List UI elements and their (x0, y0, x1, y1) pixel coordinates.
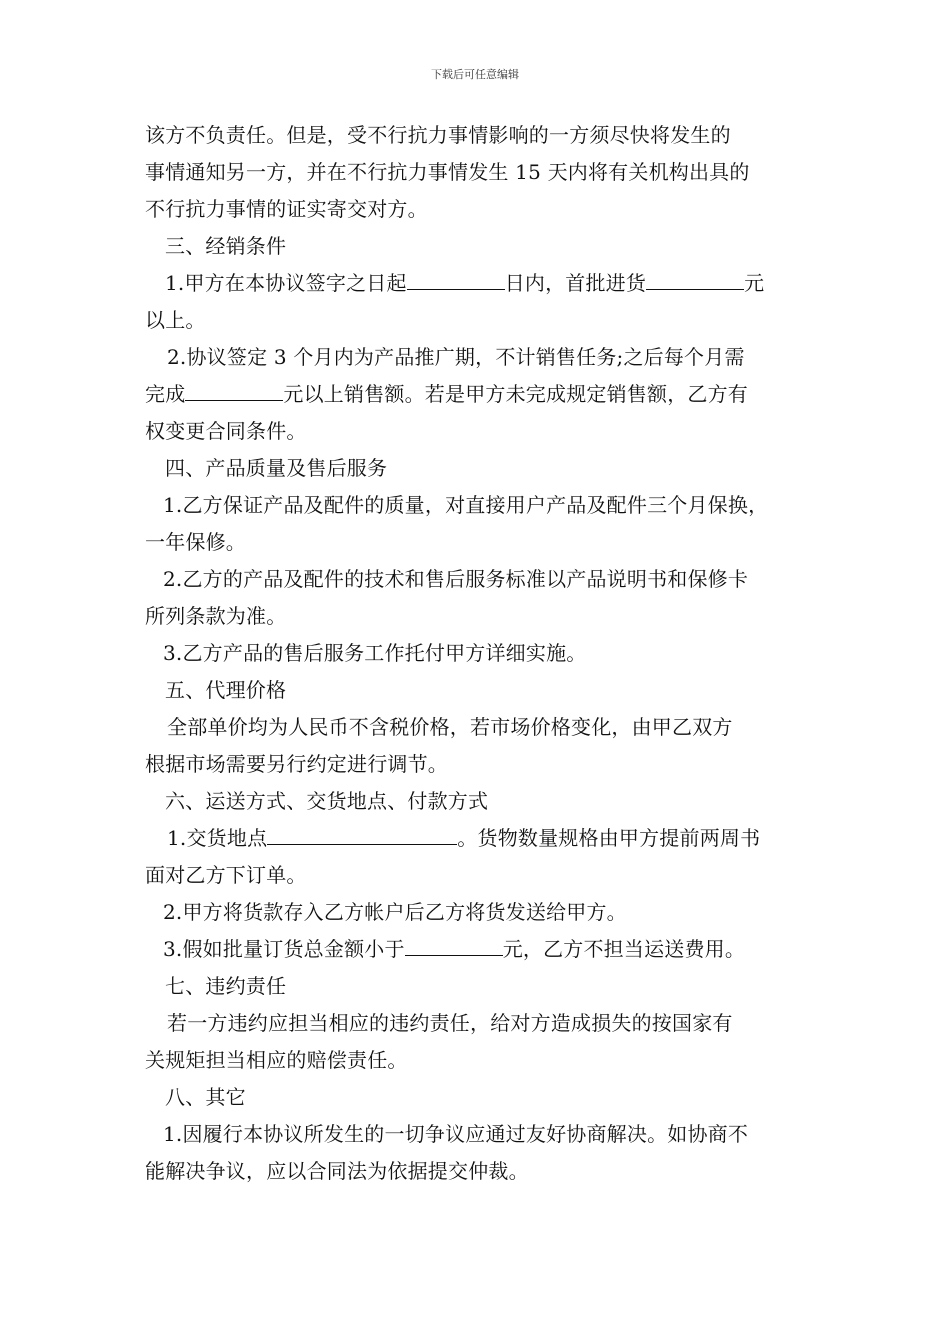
text-line (145, 413, 817, 450)
text-segment: 能解决争议，应以合同法为依据提交仲裁。 (145, 1159, 529, 1183)
fill-in-blank (185, 378, 283, 401)
text-line (145, 635, 817, 672)
text-segment: 若一方违约应担当相应的违约责任，给对方造成损失的按国家有 (167, 1011, 733, 1035)
text-segment: 所列条款为准。 (145, 604, 287, 628)
text-segment: 事情通知另一方，并在不行抗力事情发生 15 天内将有关机构出具的 (145, 160, 750, 184)
text-line (145, 857, 817, 894)
text-segment: 三、经销条件 (165, 234, 287, 258)
text-segment: 3.乙方产品的售后服务工作托付甲方详细实施。 (163, 641, 587, 665)
text-segment: 3.假如批量订货总金额小于 (163, 937, 405, 961)
text-segment: 一年保修。 (145, 530, 246, 554)
fill-in-blank (407, 267, 505, 290)
text-line (145, 1005, 817, 1042)
text-line (145, 450, 817, 487)
text-segment: 元以上销售额。若是甲方未完成规定销售额，乙方有 (283, 382, 749, 406)
text-segment: 该方不负责任。但是，受不行抗力事情影响的一方须尽快将发生的 (145, 123, 731, 147)
text-line (145, 820, 817, 857)
fill-in-blank (267, 822, 457, 845)
text-segment: 全部单价均为人民币不含税价格，若市场价格变化，由甲乙双方 (167, 715, 733, 739)
text-segment: 1.交货地点 (167, 826, 268, 850)
text-segment: 七、违约责任 (165, 974, 287, 998)
text-line (145, 598, 817, 635)
text-line (145, 265, 817, 302)
text-line (145, 1116, 817, 1153)
text-segment: 元 (744, 271, 765, 295)
text-line (145, 191, 817, 228)
text-segment: 不行抗力事情的证实寄交对方。 (145, 197, 428, 221)
fill-in-blank (405, 933, 503, 956)
text-segment: 五、代理价格 (165, 678, 287, 702)
text-segment: 。货物数量规格由甲方提前两周书 (457, 826, 761, 850)
text-line (145, 931, 817, 968)
text-segment: 以上。 (145, 308, 206, 332)
text-line (145, 339, 817, 376)
text-line (145, 376, 817, 413)
text-segment: 权变更合同条件。 (145, 419, 307, 443)
text-line (145, 524, 817, 561)
text-segment: 四、产品质量及售后服务 (165, 456, 388, 480)
text-segment: 1.因履行本协议所发生的一切争议应通过友好协商解决。如协商不 (163, 1122, 749, 1146)
text-segment: 1.甲方在本协议签字之日起 (165, 271, 407, 295)
text-segment: 八、其它 (165, 1085, 246, 1109)
text-segment: 关规矩担当相应的赔偿责任。 (145, 1048, 408, 1072)
text-line (145, 672, 817, 709)
text-line (145, 894, 817, 931)
fill-in-blank (646, 267, 744, 290)
text-line (145, 487, 817, 524)
text-line (145, 1153, 817, 1190)
text-segment: 完成 (145, 382, 186, 406)
text-segment: 2.乙方的产品及配件的技术和售后服务标准以产品说明书和保修卡 (163, 567, 749, 591)
text-line (145, 1079, 817, 1116)
text-line (145, 746, 817, 783)
text-line (145, 228, 817, 265)
text-segment: 日内，首批进货 (504, 271, 647, 295)
text-segment: 六、运送方式、交货地点、付款方式 (165, 789, 489, 813)
text-line (145, 1042, 817, 1079)
document-body (145, 117, 817, 1190)
text-segment: 2.甲方将货款存入乙方帐户后乙方将货发送给甲方。 (163, 900, 627, 924)
text-segment: 2.协议签定 3 个月内为产品推广期，不计销售任务;之后每个月需 (167, 345, 745, 369)
text-segment: 1.乙方保证产品及配件的质量，对直接用户产品及配件三个月保换， (163, 493, 769, 517)
text-line (145, 154, 817, 191)
text-segment: 根据市场需要另行约定进行调节。 (145, 752, 448, 776)
text-line (145, 968, 817, 1005)
text-line (145, 302, 817, 339)
text-line (145, 561, 817, 598)
text-line (145, 783, 817, 820)
text-line (145, 709, 817, 746)
text-segment: 面对乙方下订单。 (145, 863, 307, 887)
text-line (145, 117, 817, 154)
text-segment: 元，乙方不担当运送费用。 (502, 937, 746, 961)
page-header: 下载后可任意编辑 (431, 68, 519, 81)
